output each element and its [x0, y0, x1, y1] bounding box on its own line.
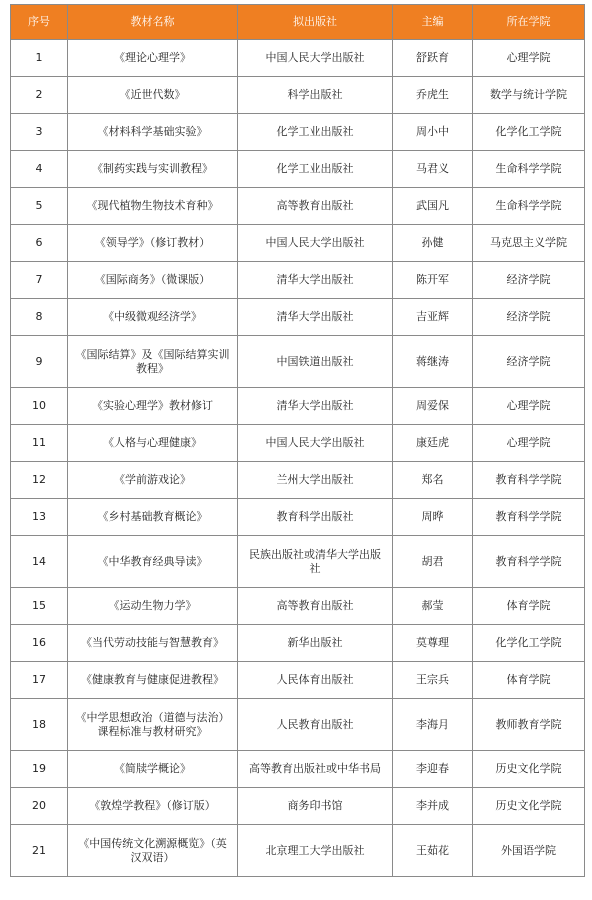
cell-college: 心理学院 [473, 425, 585, 462]
cell-editor: 吉亚辉 [393, 299, 473, 336]
header-title: 教材名称 [68, 5, 238, 40]
cell-index: 4 [11, 151, 68, 188]
table-row [11, 499, 585, 536]
cell-index: 2 [11, 77, 68, 114]
cell-title: 《国际商务》（微课版） [68, 262, 238, 299]
cell-college: 生命科学学院 [473, 188, 585, 225]
cell-publisher: 中国人民大学出版社 [238, 225, 393, 262]
cell-college: 经济学院 [473, 336, 585, 388]
cell-title: 《领导学》（修订教材） [68, 225, 238, 262]
table-row [11, 388, 585, 425]
cell-publisher: 商务印书馆 [238, 788, 393, 825]
cell-index: 20 [11, 788, 68, 825]
cell-publisher: 高等教育出版社 [238, 188, 393, 225]
cell-title: 《敦煌学教程》（修订版） [68, 788, 238, 825]
table-row [11, 425, 585, 462]
cell-college: 教育科学学院 [473, 462, 585, 499]
cell-publisher: 人民教育出版社 [238, 699, 393, 751]
cell-index: 10 [11, 388, 68, 425]
cell-editor: 武国凡 [393, 188, 473, 225]
cell-publisher: 化学工业出版社 [238, 114, 393, 151]
cell-index: 12 [11, 462, 68, 499]
header-college: 所在学院 [473, 5, 585, 40]
cell-college: 外国语学院 [473, 825, 585, 877]
cell-title: 《乡村基础教育概论》 [68, 499, 238, 536]
cell-publisher: 兰州大学出版社 [238, 462, 393, 499]
cell-publisher: 高等教育出版社 [238, 588, 393, 625]
cell-college: 经济学院 [473, 262, 585, 299]
cell-index: 3 [11, 114, 68, 151]
cell-title: 《理论心理学》 [68, 40, 238, 77]
cell-publisher: 化学工业出版社 [238, 151, 393, 188]
cell-editor: 王茹花 [393, 825, 473, 877]
cell-editor: 李海月 [393, 699, 473, 751]
cell-editor: 乔虎生 [393, 77, 473, 114]
cell-index: 17 [11, 662, 68, 699]
cell-publisher: 高等教育出版社或中华书局 [238, 751, 393, 788]
cell-editor: 郑名 [393, 462, 473, 499]
header-row [11, 5, 585, 40]
cell-publisher: 人民体育出版社 [238, 662, 393, 699]
cell-title: 《学前游戏论》 [68, 462, 238, 499]
cell-editor: 胡君 [393, 536, 473, 588]
table-row [11, 825, 585, 877]
table-header [11, 5, 585, 40]
table-row [11, 40, 585, 77]
cell-editor: 周晔 [393, 499, 473, 536]
table-row [11, 299, 585, 336]
cell-editor: 王宗兵 [393, 662, 473, 699]
table-row [11, 262, 585, 299]
cell-publisher: 教育科学出版社 [238, 499, 393, 536]
cell-editor: 莫尊理 [393, 625, 473, 662]
table-row [11, 114, 585, 151]
cell-editor: 舒跃育 [393, 40, 473, 77]
table-row [11, 462, 585, 499]
cell-publisher: 民族出版社或清华大学出版社 [238, 536, 393, 588]
cell-title: 《近世代数》 [68, 77, 238, 114]
cell-college: 马克思主义学院 [473, 225, 585, 262]
cell-title: 《当代劳动技能与智慧教育》 [68, 625, 238, 662]
cell-college: 数学与统计学院 [473, 77, 585, 114]
table-row [11, 77, 585, 114]
cell-title: 《简牍学概论》 [68, 751, 238, 788]
cell-college: 体育学院 [473, 588, 585, 625]
cell-title: 《中华教育经典导读》 [68, 536, 238, 588]
cell-index: 8 [11, 299, 68, 336]
cell-college: 经济学院 [473, 299, 585, 336]
textbook-table-container [10, 4, 584, 877]
cell-publisher: 科学出版社 [238, 77, 393, 114]
cell-index: 5 [11, 188, 68, 225]
cell-title: 《制药实践与实训教程》 [68, 151, 238, 188]
table-body [11, 40, 585, 877]
cell-index: 16 [11, 625, 68, 662]
header-editor: 主编 [393, 5, 473, 40]
table-row [11, 536, 585, 588]
cell-publisher: 北京理工大学出版社 [238, 825, 393, 877]
cell-college: 教师教育学院 [473, 699, 585, 751]
cell-title: 《国际结算》及《国际结算实训教程》 [68, 336, 238, 388]
cell-editor: 郝莹 [393, 588, 473, 625]
table-row [11, 625, 585, 662]
cell-index: 15 [11, 588, 68, 625]
cell-title: 《现代植物生物技术育种》 [68, 188, 238, 225]
cell-college: 教育科学学院 [473, 536, 585, 588]
cell-college: 化学化工学院 [473, 114, 585, 151]
cell-index: 21 [11, 825, 68, 877]
table-row [11, 588, 585, 625]
textbook-table [10, 4, 585, 877]
cell-publisher: 中国人民大学出版社 [238, 425, 393, 462]
cell-college: 历史文化学院 [473, 788, 585, 825]
header-publisher: 拟出版社 [238, 5, 393, 40]
cell-index: 13 [11, 499, 68, 536]
cell-index: 18 [11, 699, 68, 751]
cell-title: 《中国传统文化溯源概览》（英汉双语） [68, 825, 238, 877]
cell-title: 《实验心理学》教材修订 [68, 388, 238, 425]
table-row [11, 662, 585, 699]
cell-title: 《材料科学基础实验》 [68, 114, 238, 151]
cell-college: 化学化工学院 [473, 625, 585, 662]
cell-publisher: 新华出版社 [238, 625, 393, 662]
cell-title: 《运动生物力学》 [68, 588, 238, 625]
cell-editor: 蒋继涛 [393, 336, 473, 388]
table-row [11, 699, 585, 751]
cell-editor: 周小中 [393, 114, 473, 151]
table-row [11, 188, 585, 225]
cell-index: 11 [11, 425, 68, 462]
cell-college: 体育学院 [473, 662, 585, 699]
cell-title: 《健康教育与健康促进教程》 [68, 662, 238, 699]
cell-editor: 孙健 [393, 225, 473, 262]
cell-index: 1 [11, 40, 68, 77]
cell-index: 9 [11, 336, 68, 388]
table-row [11, 225, 585, 262]
cell-college: 生命科学学院 [473, 151, 585, 188]
cell-title: 《中级微观经济学》 [68, 299, 238, 336]
table-row [11, 336, 585, 388]
cell-editor: 马君义 [393, 151, 473, 188]
header-index: 序号 [11, 5, 68, 40]
cell-index: 14 [11, 536, 68, 588]
cell-publisher: 清华大学出版社 [238, 299, 393, 336]
cell-title: 《中学思想政治（道德与法治）课程标准与教材研究》 [68, 699, 238, 751]
cell-index: 19 [11, 751, 68, 788]
cell-editor: 李并成 [393, 788, 473, 825]
cell-publisher: 中国人民大学出版社 [238, 40, 393, 77]
cell-index: 7 [11, 262, 68, 299]
cell-index: 6 [11, 225, 68, 262]
table-row [11, 151, 585, 188]
cell-college: 教育科学学院 [473, 499, 585, 536]
cell-college: 心理学院 [473, 40, 585, 77]
cell-college: 心理学院 [473, 388, 585, 425]
cell-editor: 李迎春 [393, 751, 473, 788]
cell-publisher: 清华大学出版社 [238, 262, 393, 299]
cell-college: 历史文化学院 [473, 751, 585, 788]
cell-editor: 陈开军 [393, 262, 473, 299]
table-row [11, 751, 585, 788]
cell-editor: 康廷虎 [393, 425, 473, 462]
table-row [11, 788, 585, 825]
cell-publisher: 清华大学出版社 [238, 388, 393, 425]
cell-editor: 周爱保 [393, 388, 473, 425]
cell-title: 《人格与心理健康》 [68, 425, 238, 462]
cell-publisher: 中国铁道出版社 [238, 336, 393, 388]
